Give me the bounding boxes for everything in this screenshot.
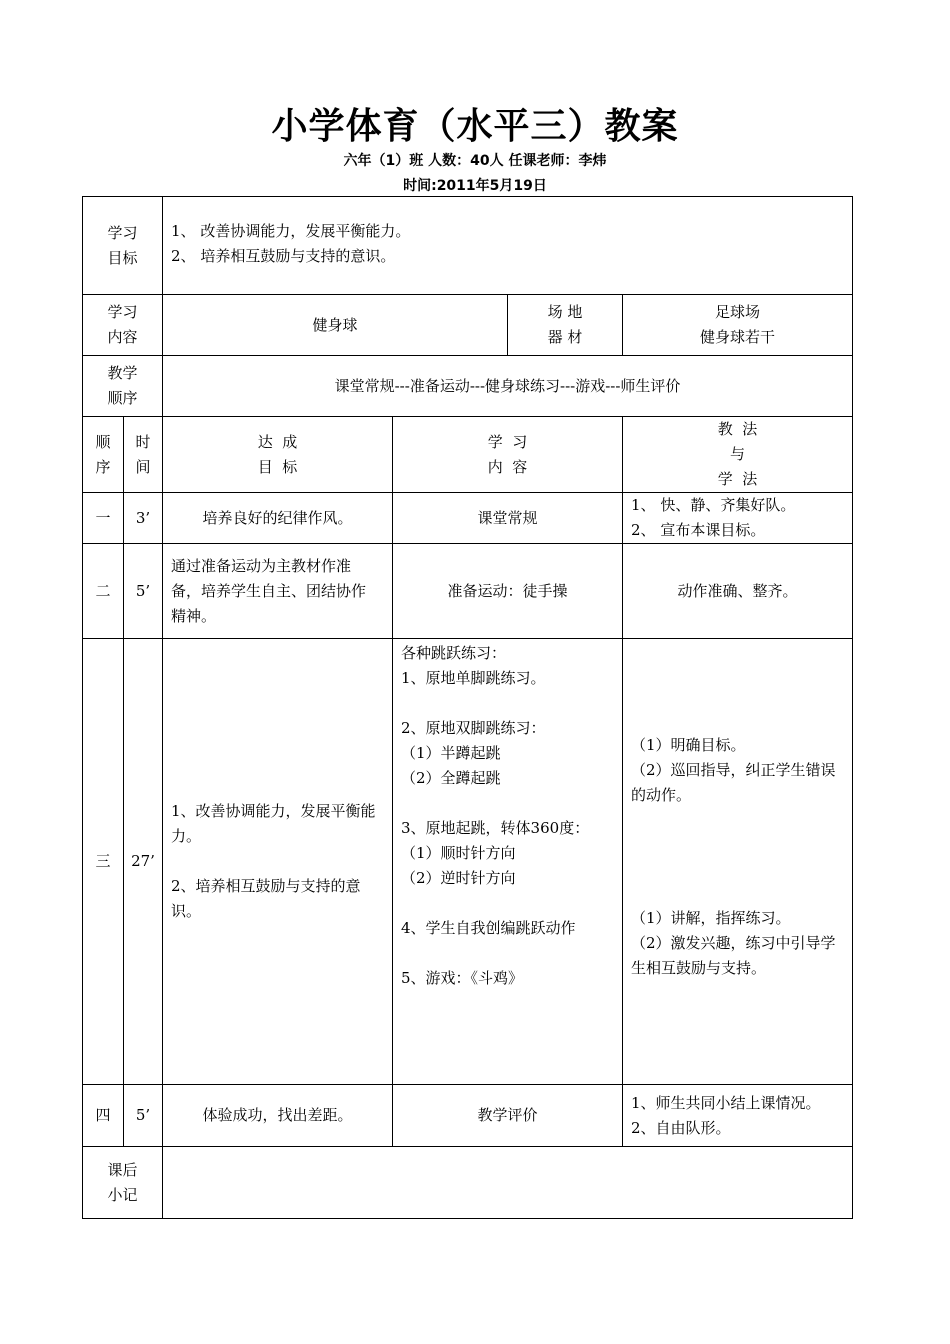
notes-row (83, 1147, 853, 1219)
row-method: 1、 快、静、齐集好队。 2、 宣布本课目标。 (623, 493, 853, 544)
order-label: 教学 顺序 (83, 356, 163, 417)
row-method: 1、师生共同小结上课情况。 2、自由队形。 (623, 1085, 853, 1147)
row-seq: 一 (83, 493, 124, 544)
row-seq: 四 (83, 1085, 124, 1147)
page-title: 小学体育（水平三）教案 (271, 106, 679, 147)
table-row (83, 1085, 853, 1147)
notes-value (163, 1147, 853, 1219)
lesson-plan-table (82, 196, 853, 1219)
class-info: 六年（1）班 人数：40人 任课老师：李炜 (343, 153, 607, 169)
order-value: 课堂常规---准备运动---健身球练习---游戏---师生评价 (163, 356, 853, 417)
header-seq: 顺 序 (83, 417, 124, 493)
row-target: 培养良好的纪律作风。 (163, 493, 393, 544)
header-target: 达 成 目 标 (163, 417, 393, 493)
row-study: 课堂常规 (393, 493, 623, 544)
row-time: 5’ (124, 1085, 163, 1147)
notes-label: 课后 小记 (83, 1147, 163, 1219)
header-method: 教 法 与 学 法 (623, 417, 853, 493)
row-study: 教学评价 (393, 1085, 623, 1147)
row-target: 体验成功，找出差距。 (163, 1085, 393, 1147)
row-time: 5’ (124, 544, 163, 639)
order-row (83, 356, 853, 417)
row-study: 各种跳跃练习： 1、原地单脚跳练习。 2、原地双脚跳练习： （1）半蹲起跳 （2）全蹲起跳 3、原地起跳，转体360度： （1）顺时针方向 （2）逆时针方向 4、学生自我创编跳跃动作 5、游戏：《斗鸡》 (393, 639, 623, 1085)
goal-line: 2、 培养相互鼓励与支持的意识。 (171, 247, 396, 265)
content-row (83, 295, 853, 356)
row-study: 准备运动：徒手操 (393, 544, 623, 639)
content-label: 学习 内容 (83, 295, 163, 356)
table-row (83, 544, 853, 639)
row-method: （1）明确目标。 （2）巡回指导，纠正学生错误 的动作。 （1）讲解，指挥练习。 （2）激发兴趣，练习中引导学 生相互鼓励与支持。 (623, 639, 853, 1085)
lesson-date: 时间:2011年5月19日 (403, 178, 547, 194)
header-time: 时 间 (124, 417, 163, 493)
row-time: 27’ (124, 639, 163, 1085)
content-value: 健身球 (163, 295, 508, 356)
row-seq: 三 (83, 639, 124, 1085)
row-seq: 二 (83, 544, 124, 639)
header-row (83, 417, 853, 493)
venue-label: 场 地 器 材 (508, 295, 623, 356)
table-row (83, 639, 853, 1085)
row-target: 1、改善协调能力，发展平衡能 力。 2、培养相互鼓励与支持的意 识。 (163, 639, 393, 1085)
row-method: 动作准确、整齐。 (623, 544, 853, 639)
venue-value: 足球场 健身球若干 (623, 295, 853, 356)
goal-line: 1、 改善协调能力，发展平衡能力。 (171, 222, 411, 240)
header-study: 学 习 内 容 (393, 417, 623, 493)
goals-row (83, 197, 853, 295)
goals-label: 学习 目标 (83, 197, 163, 295)
row-time: 3’ (124, 493, 163, 544)
goals-text (163, 197, 853, 295)
table-row (83, 493, 853, 544)
row-target: 通过准备运动为主教材作准 备，培养学生自主、团结协作 精神。 (163, 544, 393, 639)
